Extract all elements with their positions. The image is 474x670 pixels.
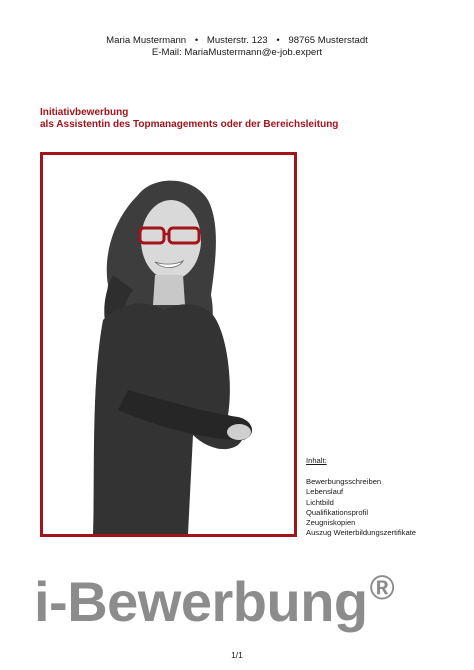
sender-email: E-Mail: MariaMustermann@e-job.expert: [151, 47, 323, 58]
contents-item: Lebenslauf: [306, 487, 344, 497]
contents-list: [306, 456, 416, 538]
separator-bullet: •: [194, 35, 199, 46]
contents-item: Auszug Weiterbildungszertifikate: [306, 528, 417, 538]
applicant-photo: [43, 155, 294, 534]
sender-name: Maria Mustermann: [106, 35, 187, 46]
separator-bullet: •: [276, 35, 280, 46]
contents-item: Qualifikationsprofil: [306, 507, 369, 517]
applicant-photo-frame: [40, 152, 297, 537]
sender-city: 98765 Musterstadt: [288, 35, 368, 46]
contents-item: Bewerbungsschreiben: [306, 477, 382, 487]
sender-street: Musterstr. 123: [206, 35, 268, 46]
registered-mark: ®: [369, 569, 395, 607]
application-subject: [40, 107, 338, 131]
brand-name: i-Bewerbung: [34, 570, 368, 633]
subject-line-1: Initiativbewerbung: [40, 107, 129, 118]
page-number: 1/1: [231, 650, 243, 660]
brand-logo: [34, 558, 394, 632]
contents-heading: Inhalt:: [306, 456, 327, 465]
contents-item: Zeugniskopien: [306, 518, 356, 528]
sender-address-line: [0, 35, 474, 47]
contents-item: Lichtbild: [306, 497, 334, 507]
subject-line-2: als Assistentin des Topmanagements oder der Bereichsleitung: [40, 119, 339, 130]
sender-header: [0, 35, 474, 59]
